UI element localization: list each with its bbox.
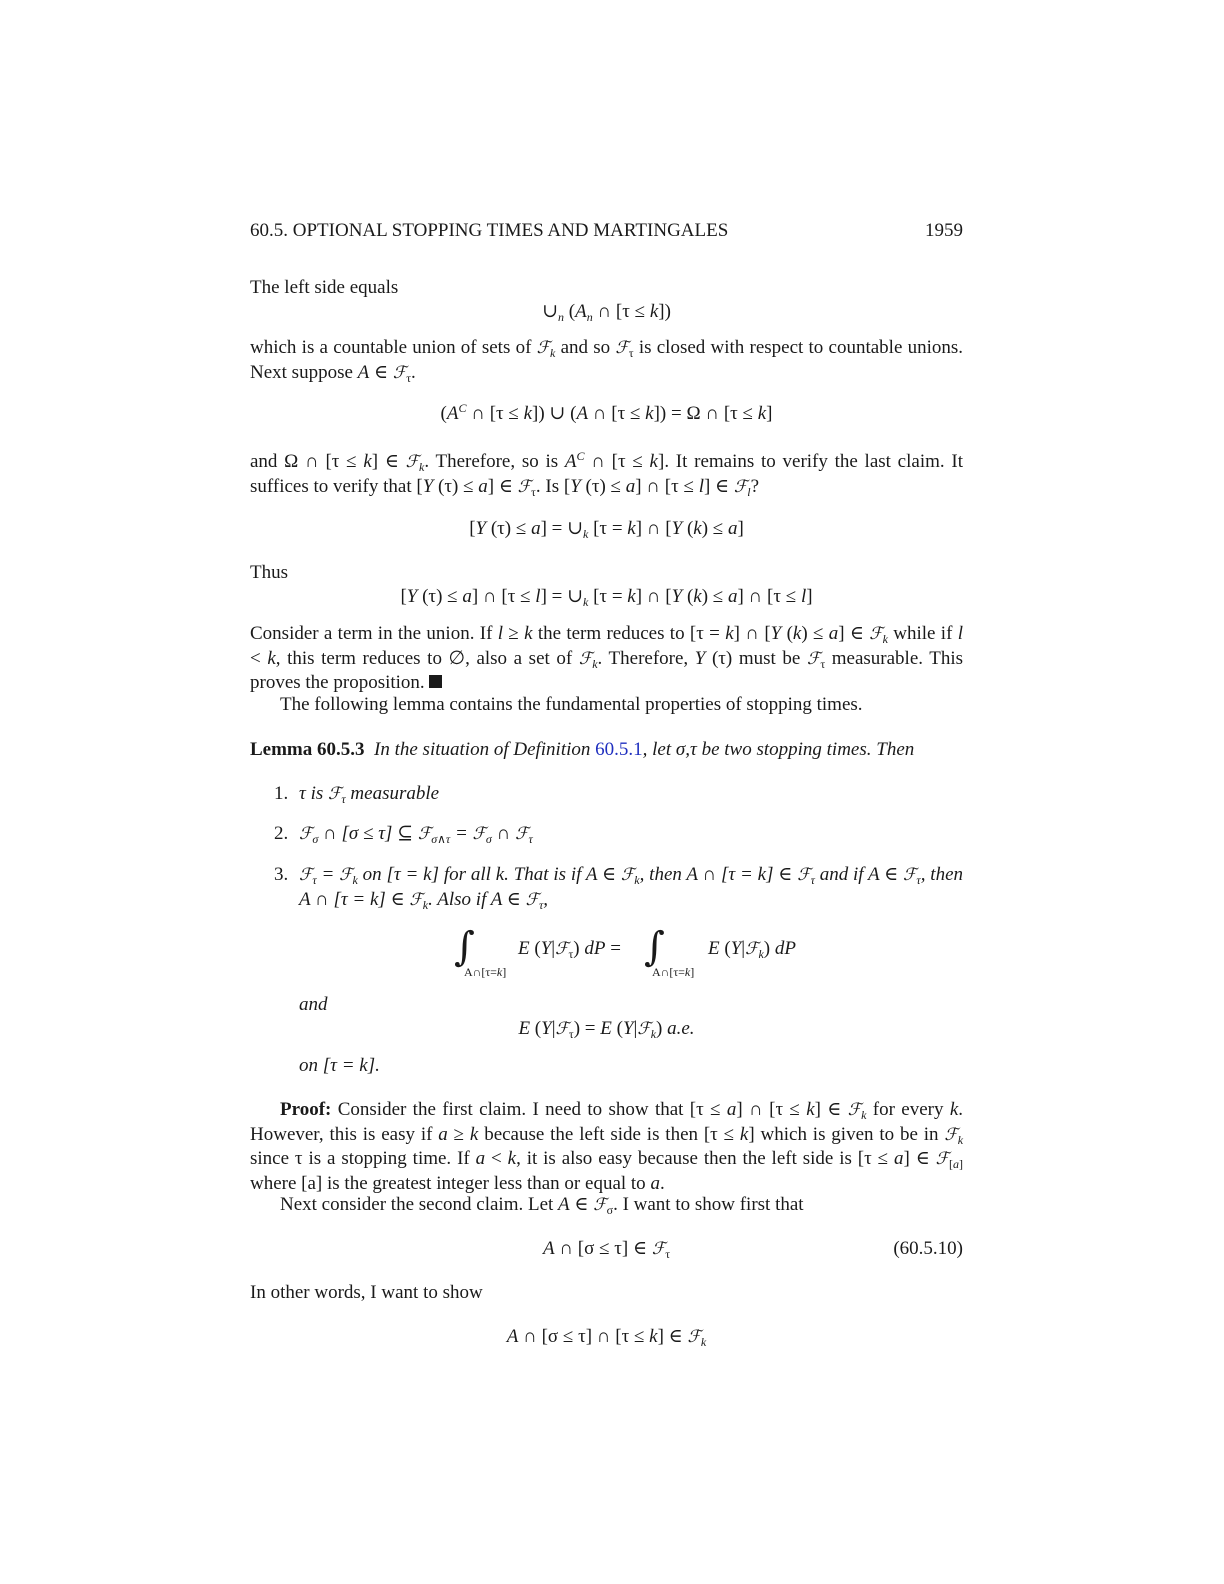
equation-complement: ($A^C$ ∩ [τ ≤ k]) ∪ (A ∩ [τ ≤ k]) = Ω ∩ [τ ≤ k]	[440, 401, 773, 424]
paragraph-thus: Thus	[250, 562, 288, 583]
equation-integral: ∫ A∩[τ=k] E (Y|ℱ$_\tau$) dP = ∫ A∩[τ=k] E (Y|ℱ$_k$) dP	[454, 924, 796, 979]
section-title: 60.5. OPTIONAL STOPPING TIMES AND MARTINGALES	[250, 220, 729, 241]
integral-sign-icon: ∫	[644, 924, 665, 970]
equation-final: A ∩ [σ ≤ τ] ∩ [τ ≤ k] ∈ ℱ$_k$	[506, 1326, 707, 1349]
paragraph-consider-term: Consider a term in the union. If l ≥ k the term reduces to [τ = k] ∩ [Y (k) ≤ a] ∈ ℱ$_k$ while if l < k, this term reduces to ∅, also a set of ℱ$_k$. Therefore, Y (τ) must be ℱ$_\tau$ measurable. This proves the proposition.	[250, 623, 964, 693]
item3-and: and	[299, 994, 328, 1015]
item3-on: on [τ = k].	[299, 1055, 380, 1076]
paragraph-in-other-words: In other words, I want to show	[250, 1282, 483, 1303]
equation-union: $\cup_n$ ($A_n$ ∩ [τ ≤ k])	[542, 301, 671, 324]
equation-60-5-10: A ∩ [σ ≤ τ] ∈ ℱ$_\tau$ (60.5.10)	[542, 1238, 963, 1261]
paragraph-following-lemma: The following lemma contains the fundamental properties of stopping times.	[280, 694, 863, 715]
paragraph-left-side: The left side equals	[250, 277, 399, 298]
equation-number: (60.5.10)	[893, 1238, 963, 1259]
qed-square-icon	[429, 675, 442, 688]
equation-conditional-expectation: E (Y|ℱ$_\tau$) = E (Y|ℱ$_k$) a.e.	[518, 1018, 695, 1041]
equation-y-tau-l: [Y (τ) ≤ a] ∩ $[\tau \le l] = \cup_k$ [τ = k] ∩ [Y (k) ≤ a] ∩ [τ ≤ l]	[400, 586, 813, 609]
paragraph-therefore: and Ω ∩ [τ ≤ k] ∈ ℱ$_k$. Therefore, so is $A^C$ ∩ [τ ≤ k]. It remains to verify the last claim. It suffices to verify that [Y (τ) ≤ a] ∈ ℱ$_\tau$. Is [Y (τ) ≤ a] ∩ [τ ≤ l] ∈ ℱ$_l$?	[250, 449, 963, 499]
running-header	[250, 219, 963, 243]
definition-link[interactable]: 60.5.1	[595, 739, 643, 760]
paragraph-next-consider: Next consider the second claim. Let A ∈ ℱ$_\sigma$. I want to show first that	[280, 1194, 804, 1217]
page-number: 1959	[925, 220, 963, 241]
paragraph-countable-union: which is a countable union of sets of ℱ$_k$ and so ℱ$_\tau$ is closed with respect to countable unions. Next suppose A ∈ ℱ$_\tau$.	[250, 337, 964, 385]
integral-sign-icon: ∫	[454, 924, 475, 970]
proof-paragraph: Proof: Consider the first claim. I need to show that [τ ≤ a] ∩ [τ ≤ k] ∈ ℱ$_k$ for every k. However, this is easy if a ≥ k because the left side is then [τ ≤ k] which is given to be in ℱ$_k$ since τ is a stopping time. If a < k, it is also easy because then the left side is [τ ≤ a] ∈ ℱ$_{[a]}$ where [a] is the greatest integer less than or equal to a.	[250, 1099, 964, 1194]
equation-y-tau: [Y $(\tau) \le a] = \cup_k$ [τ = k] ∩ [Y (k) ≤ a]	[469, 518, 744, 541]
lemma-statement: Lemma 60.5.3 In the situation of Definition 60.5.1, let σ,τ be two stopping times. Then	[250, 739, 915, 760]
